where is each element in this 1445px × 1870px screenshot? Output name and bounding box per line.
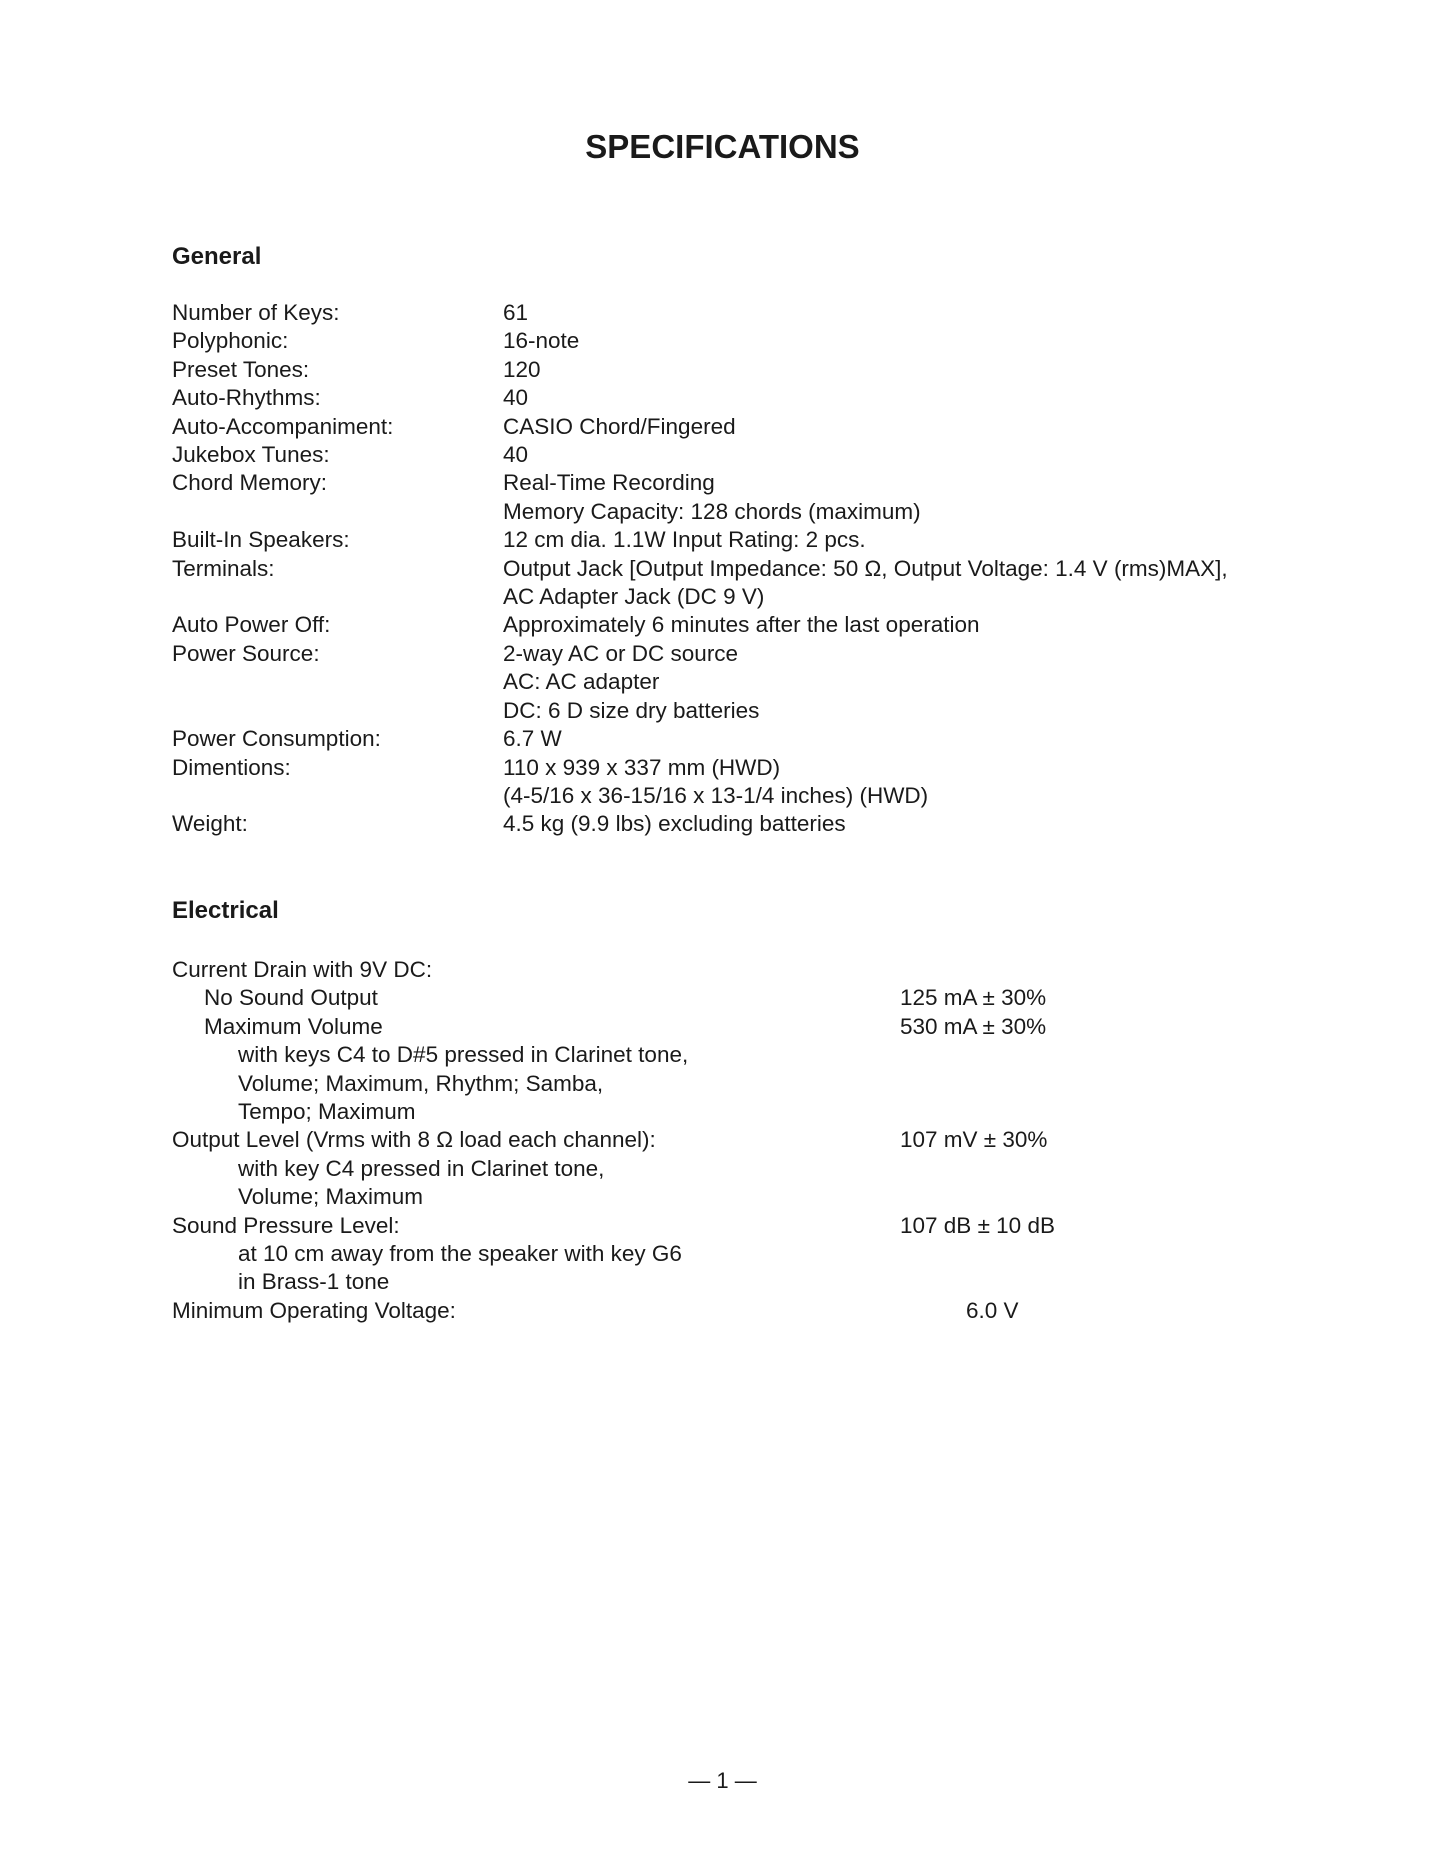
- electrical-value: 530 mA ± 30%: [900, 1013, 1047, 1039]
- spec-value-line: 40: [503, 442, 529, 468]
- spec-row: [172, 413, 1228, 441]
- electrical-row: [172, 1126, 1272, 1154]
- spec-value-line: 4.5 kg (9.9 lbs) excluding batteries: [503, 811, 846, 837]
- electrical-row: [172, 1013, 1272, 1041]
- spec-value: [503, 469, 921, 526]
- spec-value-line: 12 cm dia. 1.1W Input Rating: 2 pcs.: [503, 527, 866, 553]
- electrical-label: Volume; Maximum, Rhythm; Samba,: [238, 1070, 604, 1096]
- spec-value: [503, 299, 528, 327]
- spec-label: Dimentions:: [172, 754, 291, 780]
- spec-value: [503, 810, 846, 838]
- spec-value: [503, 356, 541, 384]
- spec-row: [172, 611, 1228, 639]
- spec-value: [503, 555, 1228, 612]
- spec-row: [172, 810, 1228, 838]
- spec-row: [172, 441, 1228, 469]
- electrical-label: at 10 cm away from the speaker with key G6: [238, 1240, 682, 1266]
- spec-value: [503, 384, 528, 412]
- spec-value-line: Output Jack [Output Impedance: 50 Ω, Output Voltage: 1.4 V (rms)MAX],: [503, 555, 1228, 581]
- electrical-value: 107 dB ± 10 dB: [900, 1212, 1055, 1238]
- electrical-label: Volume; Maximum: [238, 1184, 424, 1210]
- electrical-row: [172, 1297, 1272, 1325]
- spec-label: Power Source:: [172, 640, 320, 666]
- spec-value-line: Memory Capacity: 128 chords (maximum): [503, 498, 921, 524]
- general-heading: General: [172, 243, 262, 270]
- spec-label: Polyphonic:: [172, 328, 289, 354]
- spec-row: [172, 384, 1228, 412]
- spec-value-line: 16-note: [503, 328, 580, 354]
- electrical-row: [172, 1041, 1272, 1069]
- electrical-row: [172, 956, 1272, 984]
- spec-label: Weight:: [172, 811, 248, 837]
- electrical-label: Minimum Operating Voltage:: [172, 1297, 456, 1323]
- spec-value-line: AC: AC adapter: [503, 669, 660, 695]
- electrical-row: [172, 1098, 1272, 1126]
- general-spec-list: [172, 299, 1228, 839]
- electrical-label: Output Level (Vrms with 8 Ω load each channel):: [172, 1127, 656, 1153]
- spec-value-line: CASIO Chord/Fingered: [503, 413, 736, 439]
- electrical-label: in Brass-1 tone: [238, 1269, 390, 1295]
- spec-row: [172, 640, 1228, 725]
- spec-value-line: 110 x 939 x 337 mm (HWD): [503, 754, 781, 780]
- spec-value-line: Real-Time Recording: [503, 470, 715, 496]
- electrical-row: [172, 1155, 1272, 1183]
- page-title: SPECIFICATIONS: [585, 128, 860, 165]
- spec-label: Jukebox Tunes:: [172, 442, 330, 468]
- spec-value-line: (4-5/16 x 36-15/16 x 13-1/4 inches) (HWD): [503, 782, 929, 808]
- electrical-row: [172, 984, 1272, 1012]
- spec-value: [503, 754, 928, 811]
- page-number: — 1 —: [688, 1768, 757, 1793]
- spec-row: [172, 725, 1228, 753]
- electrical-spec-list: [172, 956, 1272, 1325]
- electrical-heading: Electrical: [172, 897, 279, 924]
- electrical-label: Tempo; Maximum: [238, 1098, 416, 1124]
- electrical-row: [172, 1070, 1272, 1098]
- spec-value-line: 6.7 W: [503, 726, 562, 752]
- spec-row: [172, 299, 1228, 327]
- electrical-label: Sound Pressure Level:: [172, 1212, 400, 1238]
- spec-value-line: 40: [503, 385, 529, 411]
- spec-label: Auto-Accompaniment:: [172, 413, 394, 439]
- spec-label: Terminals:: [172, 555, 275, 581]
- spec-label: Auto-Rhythms:: [172, 385, 321, 411]
- spec-row: [172, 356, 1228, 384]
- spec-value: [503, 526, 866, 554]
- spec-value: [503, 611, 980, 639]
- electrical-value: 107 mV ± 30%: [900, 1127, 1048, 1153]
- electrical-value: 125 mA ± 30%: [900, 985, 1047, 1011]
- electrical-row: [172, 1240, 1272, 1268]
- spec-row: [172, 469, 1228, 526]
- electrical-row: [172, 1268, 1272, 1296]
- electrical-row: [172, 1212, 1272, 1240]
- spec-value-line: 120: [503, 356, 541, 382]
- spec-value-line: 61: [503, 300, 529, 325]
- spec-value-line: 2-way AC or DC source: [503, 640, 739, 666]
- spec-row: [172, 754, 1228, 811]
- spec-row: [172, 526, 1228, 554]
- spec-value-line: DC: 6 D size dry batteries: [503, 697, 760, 723]
- spec-label: Preset Tones:: [172, 356, 310, 382]
- spec-label: Chord Memory:: [172, 470, 328, 496]
- spec-value: [503, 327, 579, 355]
- spec-label: Power Consumption:: [172, 726, 381, 752]
- spec-value: [503, 725, 562, 753]
- spec-row: [172, 555, 1228, 612]
- spec-value-line: Approximately 6 minutes after the last operation: [503, 612, 980, 638]
- electrical-label: No Sound Output: [204, 985, 378, 1011]
- electrical-label: with keys C4 to D#5 pressed in Clarinet tone,: [238, 1042, 689, 1068]
- spec-label: Built-In Speakers:: [172, 527, 350, 553]
- electrical-label: Maximum Volume: [204, 1013, 383, 1039]
- electrical-row: [172, 1183, 1272, 1211]
- electrical-value: 6.0 V: [966, 1297, 1019, 1323]
- electrical-label: Current Drain with 9V DC:: [172, 957, 433, 982]
- electrical-label: with key C4 pressed in Clarinet tone,: [238, 1155, 605, 1181]
- spec-value: [503, 640, 759, 725]
- spec-value-line: AC Adapter Jack (DC 9 V): [503, 584, 765, 610]
- spec-value: [503, 441, 528, 469]
- spec-row: [172, 327, 1228, 355]
- spec-label: Auto Power Off:: [172, 612, 331, 638]
- spec-label: Number of Keys:: [172, 300, 340, 325]
- spec-value: [503, 413, 736, 441]
